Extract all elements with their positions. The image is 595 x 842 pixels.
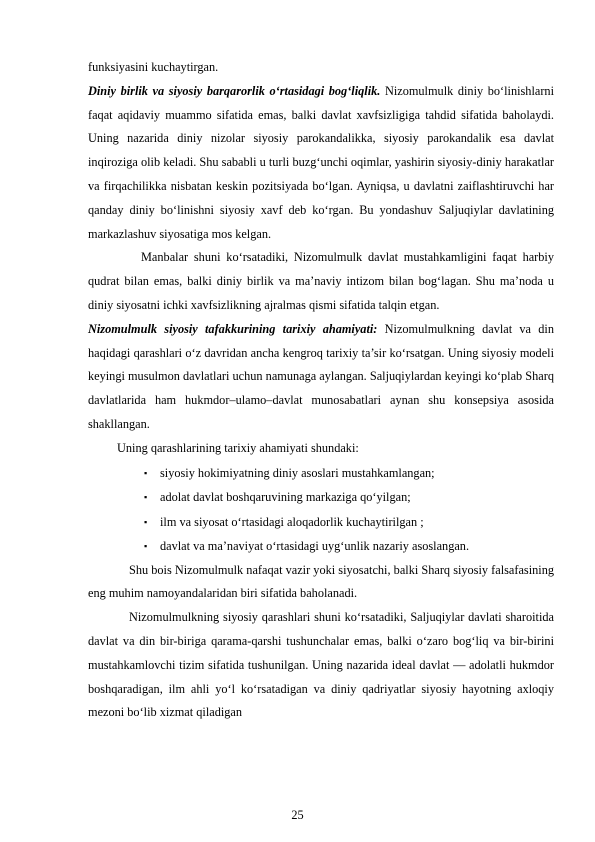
list-item bbox=[144, 534, 554, 559]
paragraph-state-religion bbox=[88, 606, 554, 725]
paragraph-text: Uning qarashlarining tarixiy ahamiyati shundaki: bbox=[117, 440, 359, 455]
list-item bbox=[144, 485, 554, 510]
paragraph-list-intro bbox=[88, 437, 554, 461]
bullet-icon: ▪ bbox=[144, 492, 148, 503]
paragraph-text: Nizomulmulkning davlat va din haqidagi qarashlari o‘z davridan ancha kengroq tarixiy ta’sir ko‘rsatgan. Uning siyosiy modeli keyingi musulmon davlatlari uchun namunaga aylangan. Saljuqiylardan keyingi ko‘plab Sharq davlatlarida ham hukmdor–ulamo–davlat munosabatlari aynan shu konsepsiya asosida shakllangan. bbox=[88, 321, 554, 431]
section-heading-religious-unity: Diniy birlik va siyosiy barqarorlik o‘rtasidagi bog‘liqlik. bbox=[88, 83, 381, 98]
paragraph-continuation bbox=[88, 56, 554, 80]
list-item-text: ilm va siyosat o‘rtasidagi aloqadorlik kuchaytirilgan ; bbox=[160, 514, 424, 529]
list-item bbox=[144, 510, 554, 535]
paragraph-text: funksiyasini kuchaytirgan. bbox=[88, 60, 219, 74]
bullet-icon: ▪ bbox=[144, 541, 148, 552]
page-number: 25 bbox=[291, 808, 304, 822]
list-item-text: adolat davlat boshqaruvining markaziga qo‘yilgan; bbox=[160, 490, 411, 505]
list-item-text: davlat va ma’naviyat o‘rtasidagi uyg‘unlik nazariy asoslangan. bbox=[160, 539, 470, 554]
paragraph-text: Shu bois Nizomulmulk nafaqat vazir yoki siyosatchi, balki Sharq siyosiy falsafasining eng muhim namoyandalaridan biri sifatida baholanadi. bbox=[88, 562, 554, 601]
bullet-list bbox=[88, 461, 554, 559]
list-item bbox=[144, 461, 554, 486]
list-item-text: siyosiy hokimiyatning diniy asoslari mustahkamlangan; bbox=[160, 465, 435, 480]
section-heading-historical-significance: Nizomulmulk siyosiy tafakkurining tarixiy ahamiyati: bbox=[88, 321, 378, 336]
paragraph-text: Manbalar shuni ko‘rsatadiki, Nizomulmulk davlat mustahkamligini faqat harbiy qudrat bilan emas, balki diniy birlik va ma’naviy intizom bilan bog‘lagan. Shu ma’noda u diniy siyosatni ichki xavfsizlikning ajralmas qismi sifatida talqin etgan. bbox=[88, 250, 554, 312]
document-page bbox=[88, 56, 554, 725]
paragraph-sources bbox=[88, 246, 554, 317]
paragraph-text: Nizomulmulk diniy bo‘linishlarni faqat aqidaviy muammo sifatida emas, balki davlat xavfsizligiga tahdid sifatida baholaydi. Uning nazarida diniy nizolar siyosiy parokandalikka, siyosiy parokandalik esa davlat inqiroziga olib keladi. Shu sababli u turli buzg‘unchi oqimlar, yashirin siyosiy-diniy harakatlar va firqachilikka nisbatan keskin pozitsiyada bo‘lgan. Ayniqsa, u davlatni zaiflashtiruvchi har qanday diniy bo‘linishni siyosiy xavf deb ko‘rgan. Bu yondashuv Saljuqiylar davlatining markazlashuv siyosatiga mos kelgan. bbox=[88, 83, 554, 241]
paragraph-conclusion-figure bbox=[88, 559, 554, 607]
paragraph-text: Nizomulmulkning siyosiy qarashlari shuni ko‘rsatadiki, Saljuqiylar davlati sharoitida davlat va din bir-biriga qarama-qarshi tushunchalar emas, balki o‘zaro bog‘liq va bir-birini mustahkamlovchi tizim sifatida tushunilgan. Uning nazarida ideal davlat — adolatli hukmdor boshqaradigan, ilm ahli yo‘l ko‘rsatadigan va diniy qadriyatlar siyosiy hayotning axloqiy mezoni bo‘lib xizmat qiladigan bbox=[88, 610, 554, 720]
bullet-icon: ▪ bbox=[144, 467, 148, 478]
paragraph-religious-unity bbox=[88, 80, 554, 247]
bullet-icon: ▪ bbox=[144, 516, 148, 527]
paragraph-historical-significance bbox=[88, 318, 554, 437]
